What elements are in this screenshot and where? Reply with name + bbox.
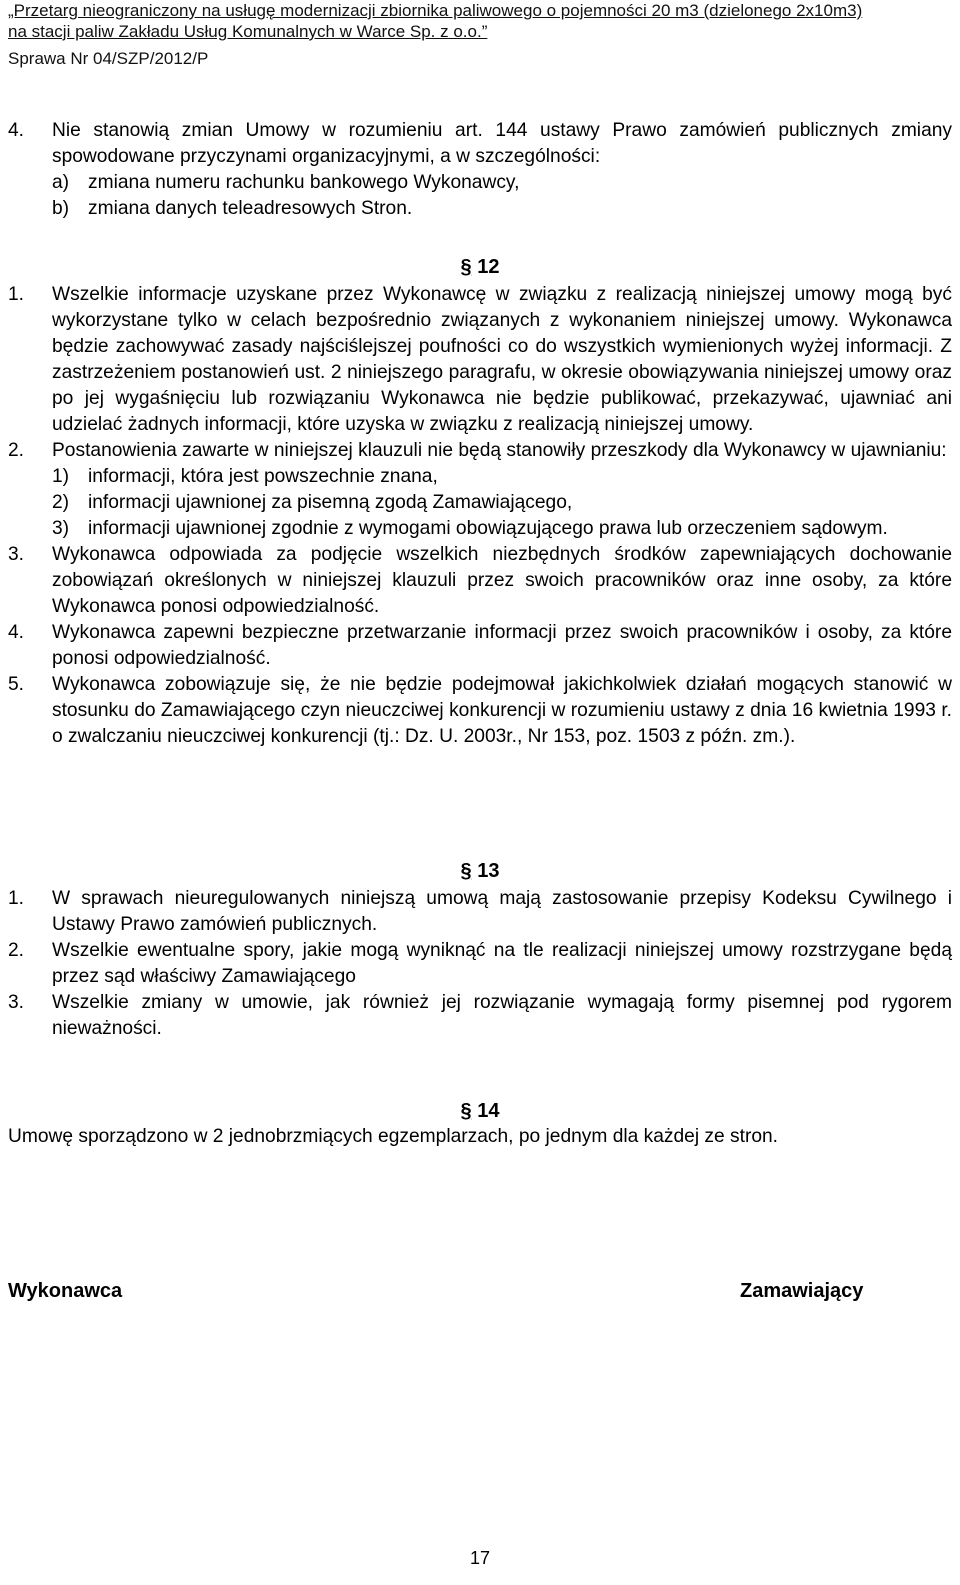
section-13-item-2 bbox=[8, 938, 952, 990]
section-symbol: § bbox=[460, 256, 472, 278]
item-number: 2. bbox=[8, 940, 25, 961]
section-13-item-1 bbox=[8, 886, 952, 938]
section-12-heading bbox=[0, 254, 960, 280]
item-text: Wykonawca zobowiązuje się, że nie będzie podejmował jakichkolwiek działań mogących stanowić w stosunku do Zamawiającego czyn nieuczciwej konkurencji w rozumieniu ustawy z dnia 16 kwietnia 1993 r. o zwalczaniu nieuczciwej konkurencji (tj.: Dz. U. 2003r., Nr 153, poz. 1503 z późn. zm.). bbox=[52, 674, 952, 747]
section-12-item-5 bbox=[8, 672, 952, 750]
tender-title-line1: „Przetarg nieograniczony na usługę modernizacji zbiornika paliwowego o pojemności 20 m3 (dzielonego 2x10m3) bbox=[8, 1, 863, 20]
section-11-item-4 bbox=[8, 118, 952, 222]
sub-item-3 bbox=[52, 516, 952, 542]
section-number: 13 bbox=[471, 860, 500, 882]
sub-item-text: zmiana danych teleadresowych Stron. bbox=[88, 198, 413, 219]
sub-item-b bbox=[52, 196, 952, 222]
item-text: Wszelkie ewentualne spory, jakie mogą wyniknąć na tle realizacji niniejszej umowy rozstrzygane będą przez sąd właściwy Zamawiającego bbox=[52, 940, 952, 987]
tender-title bbox=[8, 0, 956, 42]
section-13-heading bbox=[0, 858, 960, 884]
sub-item-text: zmiana numeru rachunku bankowego Wykonawcy, bbox=[88, 172, 520, 193]
section-12-item-3 bbox=[8, 542, 952, 620]
signature-contractor: Wykonawca bbox=[8, 1280, 123, 1302]
item-number: 4. bbox=[8, 622, 25, 643]
tender-title-line2: na stacji paliw Zakładu Usług Komunalnych w Warce Sp. z o.o.” bbox=[8, 22, 488, 41]
case-number: Sprawa Nr 04/SZP/2012/P bbox=[8, 49, 209, 68]
section-number: 14 bbox=[471, 1100, 500, 1122]
sub-item-number: 3) bbox=[52, 518, 70, 539]
item-number: 5. bbox=[8, 674, 25, 695]
item-number: 3. bbox=[8, 992, 25, 1013]
item-number: 4. bbox=[8, 120, 25, 141]
sub-item-2 bbox=[52, 490, 952, 516]
section-11-continuation bbox=[8, 118, 952, 222]
section-12-item-2 bbox=[8, 438, 952, 542]
sub-item-text: informacji, która jest powszechnie znana, bbox=[88, 466, 438, 487]
document-header bbox=[8, 0, 956, 69]
section-14-text: Umowę sporządzono w 2 jednobrzmiących egzemplarzach, po jednym dla każdej ze stron. bbox=[8, 1126, 779, 1147]
item-text: Wszelkie informacje uzyskane przez Wykonawcę w związku z realizacją niniejszej umowy mogą być wykorzystane tylko w celach bezpośrednio związanych z wykonaniem niniejszej umowy. Wykonawca będzie zachowywać zasady najściślejszej poufności co do wszystkich wymienionych wyżej informacji. Z zastrzeżeniem postanowień ust. 2 niniejszego paragrafu, w okresie obowiązywania niniejszej umowy oraz po jej wygaśnięciu lub rozwiązaniu Wykonawca nie będzie publikować, przekazywać, ujawniać ani udzielać żadnych informacji, które uzyska w związku z realizacją niniejszej umowy. bbox=[52, 284, 952, 435]
section-12-item-4 bbox=[8, 620, 952, 672]
section-symbol: § bbox=[460, 1100, 472, 1122]
item-number: 1. bbox=[8, 284, 25, 305]
sub-item-1 bbox=[52, 464, 952, 490]
item-number: 3. bbox=[8, 544, 25, 565]
section-13-item-3 bbox=[8, 990, 952, 1042]
sub-item-a bbox=[52, 170, 952, 196]
sub-item-number: 1) bbox=[52, 466, 70, 487]
item-text: Wszelkie zmiany w umowie, jak również jej rozwiązanie wymagają formy pisemnej pod rygorem nieważności. bbox=[52, 992, 952, 1039]
item-text: Wykonawca zapewni bezpieczne przetwarzanie informacji przez swoich pracowników i osoby, za które ponosi odpowiedzialność. bbox=[52, 622, 952, 669]
sub-item-number: b) bbox=[52, 198, 70, 219]
sub-item-number: a) bbox=[52, 172, 70, 193]
item-text: Nie stanowią zmian Umowy w rozumieniu art. 144 ustawy Prawo zamówień publicznych zmiany spowodowane przyczynami organizacyjnymi, a w szczególności: bbox=[52, 120, 952, 167]
section-number: 12 bbox=[471, 256, 500, 278]
sub-item-text: informacji ujawnionej zgodnie z wymogami obowiązującego prawa lub orzeczeniem sądowym. bbox=[88, 518, 888, 539]
item-number: 1. bbox=[8, 888, 25, 909]
sub-item-text: informacji ujawnionej za pisemną zgodą Zamawiającego, bbox=[88, 492, 573, 513]
section-14-heading bbox=[0, 1098, 960, 1124]
item-text: Postanowienia zawarte w niniejszej klauzuli nie będą stanowiły przeszkody dla Wykonawcy w ujawnianiu: bbox=[52, 440, 947, 461]
signature-ordering-party: Zamawiający bbox=[740, 1280, 864, 1302]
section-12-item-1 bbox=[8, 282, 952, 438]
item-number: 2. bbox=[8, 440, 25, 461]
section-symbol: § bbox=[460, 860, 472, 882]
page-number: 17 bbox=[469, 1548, 491, 1568]
item-text: W sprawach nieuregulowanych niniejszą umową mają zastosowanie przepisy Kodeksu Cywilnego i Ustawy Prawo zamówień publicznych. bbox=[52, 888, 952, 935]
section-13-body bbox=[8, 886, 952, 1042]
item-text: Wykonawca odpowiada za podjęcie wszelkich niezbędnych środków zapewniających dochowanie zobowiązań określonych w niniejszej klauzuli przez swoich pracowników oraz inne osoby, za które Wykonawca ponosi odpowiedzialność. bbox=[52, 544, 952, 617]
section-12-body bbox=[8, 282, 952, 750]
sub-item-number: 2) bbox=[52, 492, 70, 513]
